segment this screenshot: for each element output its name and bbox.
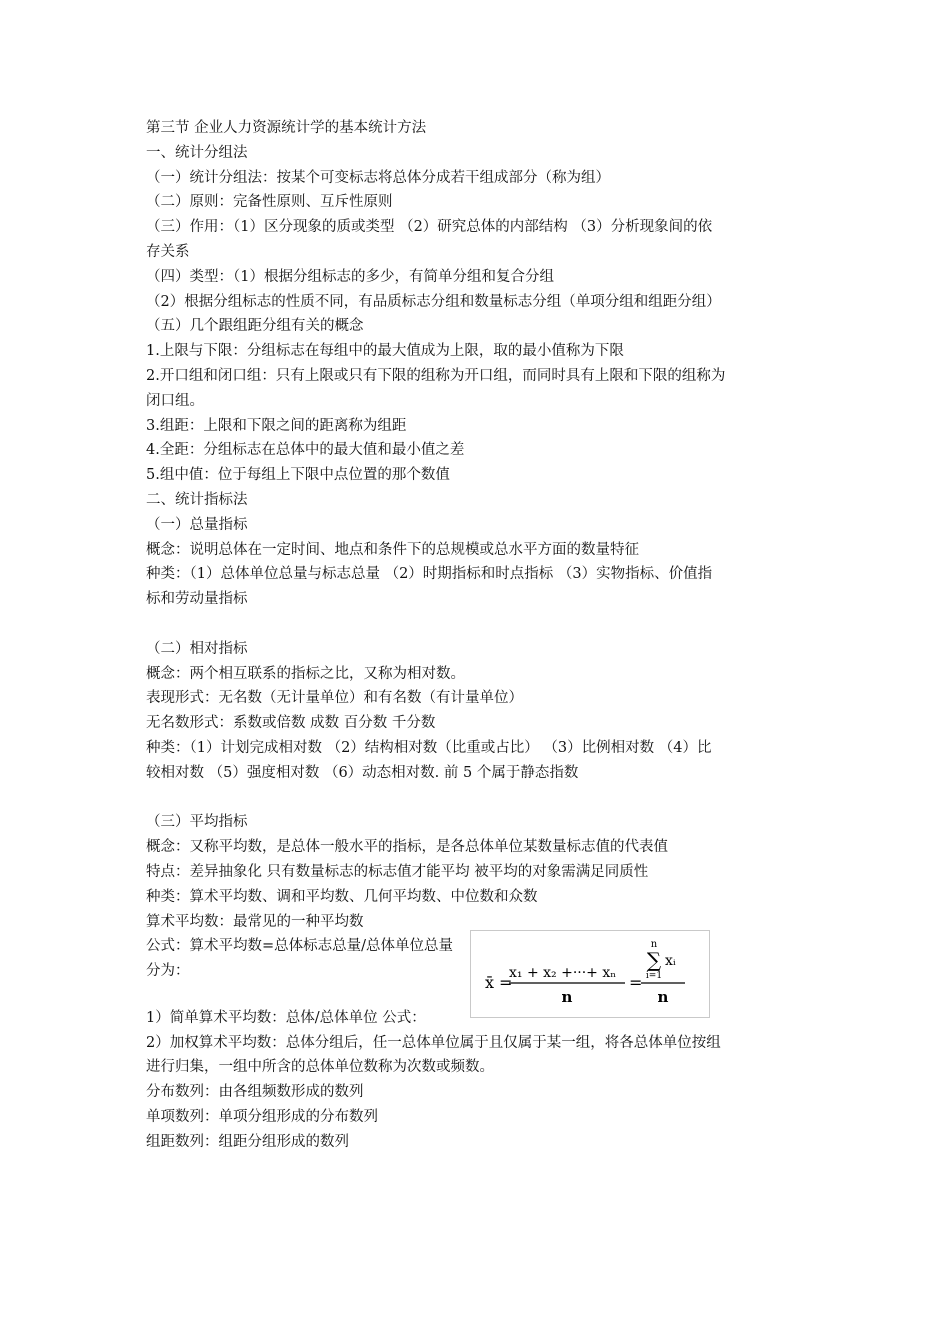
text-line: （二）相对指标	[146, 640, 248, 657]
text-line: （2）根据分组标志的性质不同，有品质标志分组和数量标志分组（单项分组和组距分组）	[146, 293, 721, 310]
text-line: 二、统计指标法	[146, 491, 248, 508]
text-lines-after-formula	[146, 1031, 810, 1155]
text-line: 存关系	[146, 243, 190, 260]
sum-symbol: ∑	[646, 947, 662, 972]
text-line: 2.开口组和闭口组：只有上限或只有下限的组称为开口组，而同时具有上限和下限的组称为	[146, 367, 726, 384]
formula-svg	[471, 931, 709, 1017]
text-line: （一）统计分组法：按某个可变标志将总体分成若干组成部分（称为组）	[146, 169, 610, 186]
text-line: （四）类型：（1）根据分组标志的多少，有简单分组和复合分组	[146, 268, 554, 285]
blank-line	[146, 786, 810, 811]
text-line: 标和劳动量指标	[146, 591, 248, 608]
formula-line-text: 1）简单算术平均数：总体/总体单位 公式：	[146, 1009, 426, 1026]
formula-eq-2: =	[629, 972, 643, 992]
text-line: 较相对数 （5）强度相对数 （6）动态相对数. 前 5 个属于静态指数	[146, 764, 579, 781]
text-line: 3.组距：上限和下限之间的距离称为组距	[146, 417, 407, 434]
sum-upper-limit: n	[650, 938, 658, 950]
text-line: （一）总量指标	[146, 516, 248, 533]
formula-lhs: x̄	[485, 972, 495, 992]
text-line: 分布数列：由各组频数形成的数列	[146, 1084, 364, 1101]
sum-term: xᵢ	[665, 952, 676, 969]
text-line: 算术平均数：最常见的一种平均数	[146, 913, 364, 930]
text-line: 无名数形式：系数或倍数 成数 百分数 千分数	[146, 715, 436, 732]
text-line: （五）几个跟组距分组有关的概念	[146, 318, 364, 335]
text-line: 单项数列：单项分组形成的分布数列	[146, 1109, 378, 1126]
text-line: 4.全距：分组标志在总体中的最大值和最小值之差	[146, 442, 465, 459]
text-line: 概念：又称平均数，是总体一般水平的指标，是各总体单位某数量标志值的代表值	[146, 839, 668, 856]
text-line: 特点：差异抽象化 只有数量标志的标志值才能平均 被平均的对象需满足同质性	[146, 863, 649, 880]
text-line: 闭口组。	[146, 392, 204, 409]
formula-numerator: x₁ + x₂ +···+ xₙ	[509, 964, 617, 981]
formula-eq-1: =	[499, 972, 513, 992]
text-line: 公式：算术平均数=总体标志总量/总体单位总量	[146, 938, 454, 955]
formula-denominator: n	[561, 987, 573, 1006]
arithmetic-mean-formula-image	[470, 930, 710, 1018]
text-line: 概念：说明总体在一定时间、地点和条件下的总规模或总水平方面的数量特征	[146, 541, 639, 558]
formula-denominator-2: n	[657, 987, 669, 1006]
text-lines-before-formula	[146, 116, 810, 984]
blank-line	[146, 612, 810, 637]
text-line: 表现形式：无名数（无计量单位）和有名数（有计量单位）	[146, 690, 523, 707]
text-line: 2）加权算术平均数：总体分组后，任一总体单位属于且仅属于某一组，将各总体单位按组	[146, 1034, 721, 1051]
text-line: 进行归集，一组中所含的总体单位数称为次数或频数。	[146, 1059, 494, 1076]
text-line: 第三节 企业人力资源统计学的基本统计方法	[146, 120, 427, 136]
text-line: 分为：	[146, 963, 190, 980]
text-line: 概念：两个相互联系的指标之比，又称为相对数。	[146, 665, 465, 682]
document-body	[146, 116, 810, 1155]
text-line: 种类：算术平均数、调和平均数、几何平均数、中位数和众数	[146, 888, 538, 905]
text-line: 种类：（1）总体单位总量与标志总量 （2）时期指标和时点指标 （3）实物指标、价值指	[146, 566, 713, 583]
text-line: 种类：（1）计划完成相对数 （2）结构相对数（比重或占比） （3）比例相对数 （4）比	[146, 739, 712, 756]
text-line: 组距数列：组距分组形成的数列	[146, 1133, 349, 1150]
text-line: 一、统计分组法	[146, 144, 248, 161]
text-line: 1.上限与下限：分组标志在每组中的最大值成为上限，取的最小值称为下限	[146, 343, 624, 360]
text-line: 5.组中值：位于每组上下限中点位置的那个数值	[146, 467, 450, 484]
sum-lower-limit: i=1	[645, 970, 663, 981]
text-line: （三）作用：（1）区分现象的质或类型 （2）研究总体的内部结构 （3）分析现象间的依	[146, 219, 713, 236]
text-line: （二）原则：完备性原则、互斥性原则	[146, 194, 393, 211]
text-line: （三）平均指标	[146, 814, 248, 831]
